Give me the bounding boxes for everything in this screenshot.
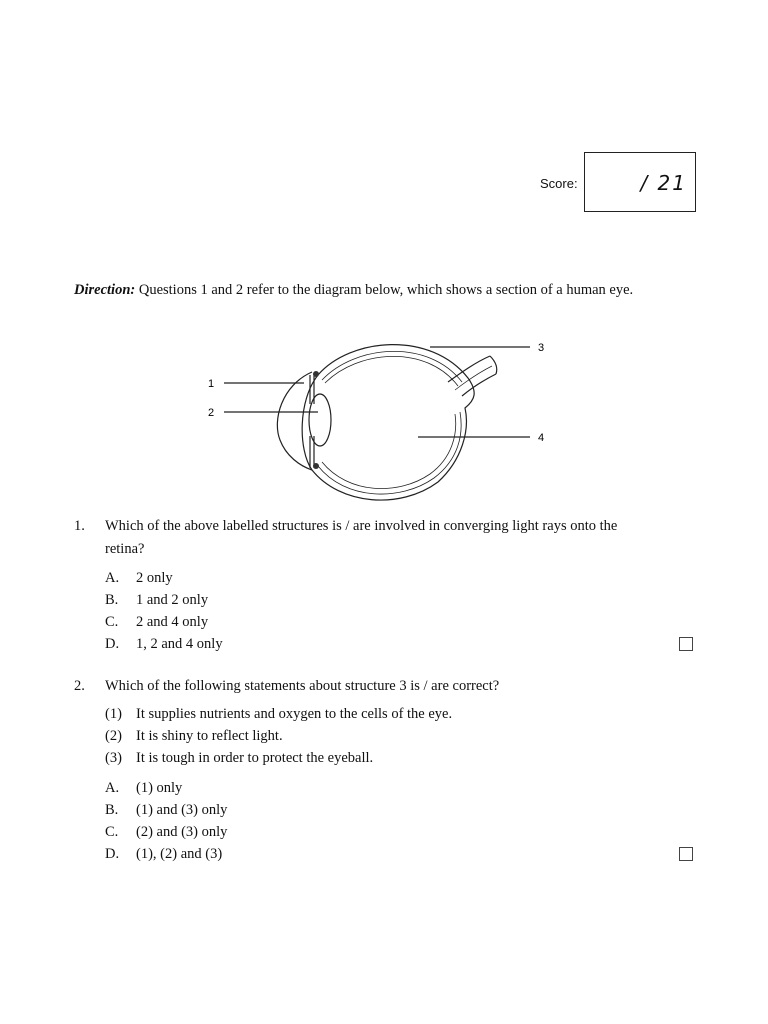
- direction-body: Questions 1 and 2 refer to the diagram below, which shows a section of a human eye.: [135, 282, 634, 298]
- score-value: / 21: [640, 171, 687, 195]
- question-2-options: [105, 780, 227, 868]
- question-1-answer-box[interactable]: [679, 637, 693, 651]
- direction-emphasis: Direction:: [74, 282, 136, 298]
- question-2-option-d[interactable]: D. (1), (2) and (3): [105, 846, 223, 862]
- statement-3: (3) It is tough in order to protect the eyeball.: [105, 750, 374, 766]
- question-1-option-b[interactable]: B. 1 and 2 only: [105, 592, 209, 608]
- question-2-number: 2.: [74, 678, 85, 694]
- question-1-option-a[interactable]: A. 2 only: [105, 570, 173, 586]
- question-1-text-line1: Which of the above labelled structures is / are involved in converging light rays onto the: [105, 518, 618, 534]
- lens-outline: [309, 394, 331, 446]
- question-2-statements: [105, 706, 452, 772]
- question-2-option-b[interactable]: B. (1) and (3) only: [105, 802, 228, 818]
- optic-nerve: [448, 356, 490, 382]
- question-1-option-c[interactable]: C. 2 and 4 only: [105, 614, 209, 630]
- cornea-outline: [277, 372, 312, 470]
- diagram-label-3: 3: [538, 342, 545, 354]
- question-2-option-c[interactable]: C. (2) and (3) only: [105, 824, 228, 840]
- question-1-number: 1.: [74, 518, 85, 534]
- statement-1: (1) It supplies nutrients and oxygen to the cells of the eye.: [105, 706, 453, 722]
- question-1-text: [105, 515, 617, 561]
- question-2-answer-box[interactable]: [679, 847, 693, 861]
- question-1-text-line2: retina?: [105, 541, 145, 557]
- question-1-option-d[interactable]: D. 1, 2 and 4 only: [105, 636, 223, 652]
- diagram-label-4: 4: [538, 432, 545, 444]
- score-label: Score:: [540, 176, 578, 191]
- question-2-text: Which of the following statements about structure 3 is / are correct?: [105, 678, 500, 694]
- eye-diagram: [200, 330, 560, 505]
- score-box[interactable]: [584, 152, 696, 212]
- question-2-option-a[interactable]: A. (1) only: [105, 780, 183, 796]
- direction-text: [74, 282, 633, 299]
- question-1-options: [105, 570, 223, 658]
- statement-2: (2) It is shiny to reflect light.: [105, 728, 283, 744]
- diagram-label-1: 1: [208, 378, 215, 390]
- diagram-label-2: 2: [208, 407, 215, 419]
